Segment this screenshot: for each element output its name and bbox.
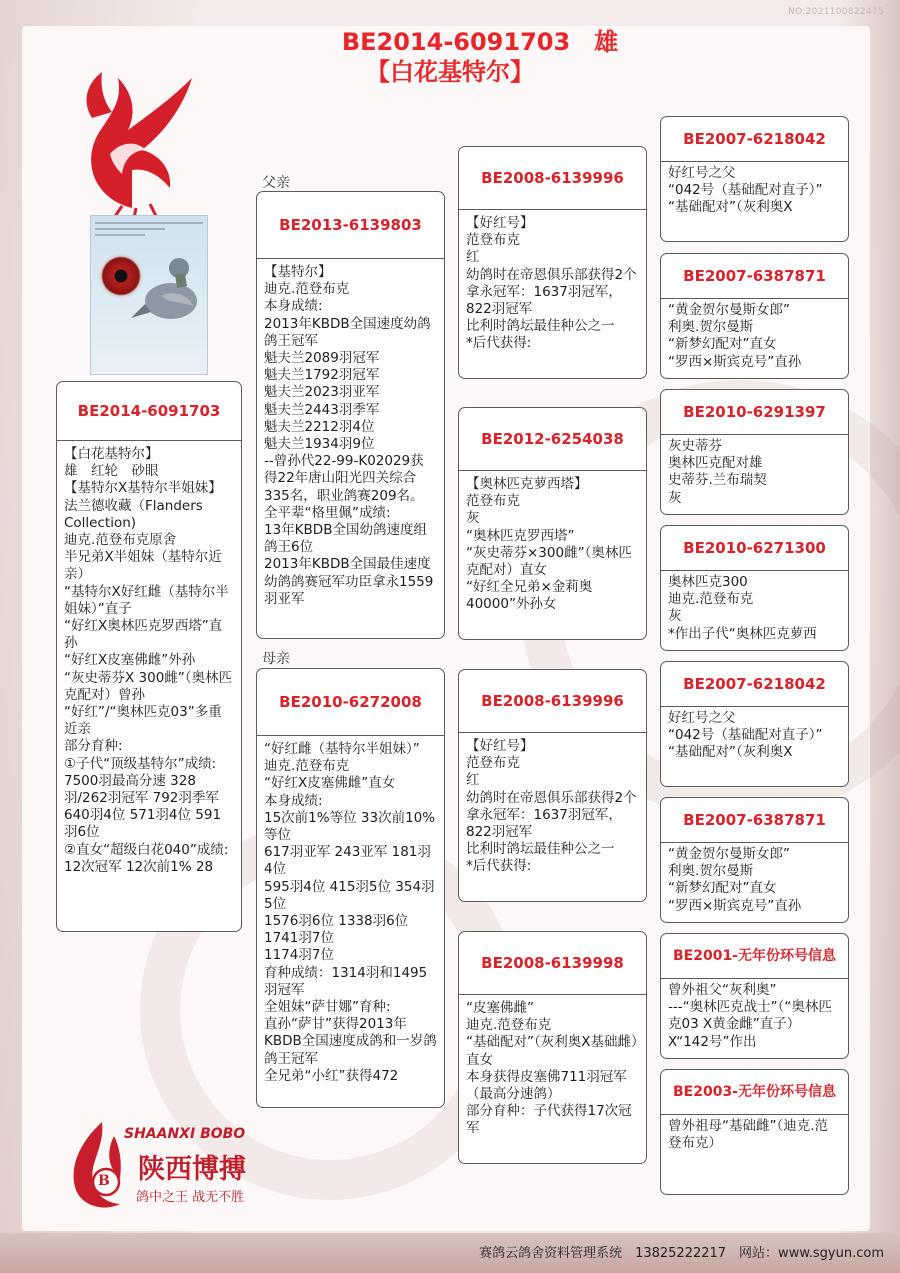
pigeon-photo — [90, 215, 208, 375]
great-grandparent-card — [660, 525, 849, 651]
great-grandparent-card — [660, 797, 849, 923]
paternal-grandmother-card — [458, 407, 647, 640]
mother-label: 母亲 — [262, 651, 290, 667]
father-label: 父亲 — [262, 175, 290, 191]
ring-number: BE2008-6139996 — [459, 147, 646, 210]
ring-number: BE2008-6139996 — [459, 670, 646, 733]
serial-number: NO:2021100822475 — [788, 7, 884, 17]
great-grandparent-card — [660, 389, 849, 515]
pedigree-notes: 【好红号】 范登布克 红 幼鸽时在帝恩俱乐部获得2个拿永冠军：1637羽冠军，822羽冠军 比利时鸽坛最佳种公之一 *后代获得: — [466, 738, 637, 875]
great-grandparent-card — [660, 933, 849, 1059]
great-grandparent-card — [660, 253, 849, 379]
great-grandparent-card — [660, 116, 849, 242]
ring-number: BE2013-6139803 — [257, 192, 444, 259]
ring-number: BE2007-6387871 — [661, 254, 848, 299]
footer-text: 赛鸽云鸽舍资料管理系统 13825222217 网站：www.sgyun.com — [479, 1246, 884, 1261]
brand-letter: B — [98, 1173, 110, 1189]
ring-number: BE2007-6218042 — [661, 662, 848, 707]
brand-slogan: 鸽中之王 战无不胜 — [136, 1190, 245, 1205]
phoenix-logo-icon — [62, 58, 202, 218]
pedigree-notes: 【好红号】 范登布克 红 幼鸽时在帝恩俱乐部获得2个拿永冠军：1637羽冠军，822羽冠军 比利时鸽坛最佳种公之一 *后代获得: — [466, 215, 637, 352]
great-grandparent-card — [660, 1069, 849, 1195]
pedigree-notes: 【基特尔】 迪克.范登布克 本身成绩: 2013年KBDB全国速度幼鸽鸽王冠军 魁夫兰2089羽冠军 魁夫兰1792羽冠军 魁夫兰2023羽亚军 魁夫兰2443羽季军 魁夫兰2212羽4位 魁夫兰1934羽9位 --曾孙代22-99-K02029获得22年唐山阳光四关综合335名，职业鸽赛209名。 全平辈“格里佩”成绩: 13年KBDB全国幼鸽速度组鸽王6位 2013年KBDB全国最佳速度幼鸽鸽赛冠军功臣拿永1559羽亚军 — [264, 264, 434, 607]
mother-card — [256, 668, 445, 1108]
page-subtitle: 【白花基特尔】 — [366, 58, 534, 86]
pedigree-notes: 【白花基特尔】 雄 红轮 砂眼 【基特尔X基特尔半姐妹】 法兰德收藏（Flanders Collection) 迪克.范登布克原舍 半兄弟X半姐妹（基特尔近亲） “基特尔X好红雌（基特尔半姐妹）”直子 “好红X奥林匹克罗西塔”直孙 “好红X皮塞佛雌”外孙 “灰史蒂芬X 300雌”（奥林匹克配对）曾孙 “好红”/“奥林匹克03”多重近亲 部分育种: ①子代“顶级基特尔”成绩: 7500羽最高分速 328羽/262羽冠军 792羽季军 640羽4位 571羽4位 591羽6位 ②直女“超级白花040”成绩: 12次冠军 12次前1% 28 — [64, 446, 233, 875]
pedigree-notes: 好红号之父 “042号（基础配对直子）” “基础配对”（灰利奥X — [668, 165, 823, 216]
ring-number: BE2010-6271300 — [661, 526, 848, 571]
page-title: BE2014-6091703 雄 — [341, 28, 619, 56]
maternal-grandmother-card — [458, 931, 647, 1164]
pigeon-icon — [131, 246, 203, 336]
brand-english-name: SHAANXI BOBO — [124, 1126, 246, 1142]
ring-number: BE2007-6218042 — [661, 117, 848, 162]
ring-number: BE2007-6387871 — [661, 798, 848, 843]
pedigree-notes: 好红号之父 “042号（基础配对直子）” “基础配对”（灰利奥X — [668, 710, 823, 761]
paternal-grandfather-card — [458, 146, 647, 379]
pedigree-notes: “黄金贺尔曼斯女郎” 利奥.贺尔曼斯 “新梦幻配对”直女 “罗西×斯宾克号”直孙 — [668, 846, 802, 914]
ring-number: BE2012-6254038 — [459, 408, 646, 471]
pedigree-notes: “皮塞佛雌” 迪克.范登布克 “基础配对”（灰利奥X基础雌）直女 本身获得皮塞佛711羽冠军（最高分速鸽） 部分育种：子代获得17次冠军 — [466, 1000, 638, 1137]
brand-chinese-name: 陕西博搏 — [138, 1154, 246, 1185]
ring-number: BE2003-无年份环号信息 — [661, 1070, 848, 1115]
ring-number: BE2014-6091703 — [57, 382, 241, 441]
father-card — [256, 191, 445, 639]
pedigree-notes: 【奥林匹克萝西塔】 范登布克 灰 “奥林匹克罗西塔” “灰史蒂芬×300雌”（奥林匹克配对）直女 “好红全兄弟×金莉奥40000”外孙女 — [466, 476, 632, 613]
ring-number: BE2001-无年份环号信息 — [661, 934, 848, 979]
pedigree-notes: 曾外祖母“基础雌”（迪克.范登布克） — [668, 1118, 829, 1152]
ring-number: BE2008-6139998 — [459, 932, 646, 995]
ring-number: BE2010-6291397 — [661, 390, 848, 435]
ring-number: BE2010-6272008 — [257, 669, 444, 736]
maternal-grandfather-card — [458, 669, 647, 902]
pedigree-notes: “黄金贺尔曼斯女郎” 利奥.贺尔曼斯 “新梦幻配对”直女 “罗西×斯宾克号”直孙 — [668, 302, 802, 370]
pedigree-notes: 奥林匹克300 迪克.范登布克 灰 *作出子代“奥林匹克萝西 — [668, 574, 817, 642]
pedigree-notes: 灰史蒂芬 奥林匹克配对雄 史蒂芬.兰布瑞契 灰 — [668, 438, 767, 506]
pedigree-notes: 曾外祖父“灰利奥” ---“奥林匹克战士”（“奥林匹克03 X黄金雌”直子）X“142号”作出 — [668, 982, 832, 1050]
great-grandparent-card — [660, 661, 849, 787]
pedigree-notes: “好红雌（基特尔半姐妹）” 迪克.范登布克 “好红X皮塞佛雌”直女 本身成绩: 15次前1%等位 33次前10%等位 617羽亚军 243亚军 181羽4位 595羽4位 415羽5位 354羽5位 1576羽6位 1338羽6位 1741羽7位 1174羽7位 育种成绩：1314羽和1495羽冠军 全姐妹“萨甘娜”育种: 直孙“萨甘”获得2013年KBDB全国速度成鸽和一岁鸽鸽王冠军 全兄弟“小红”获得472 — [264, 741, 437, 1084]
subject-pigeon-card — [56, 381, 242, 932]
